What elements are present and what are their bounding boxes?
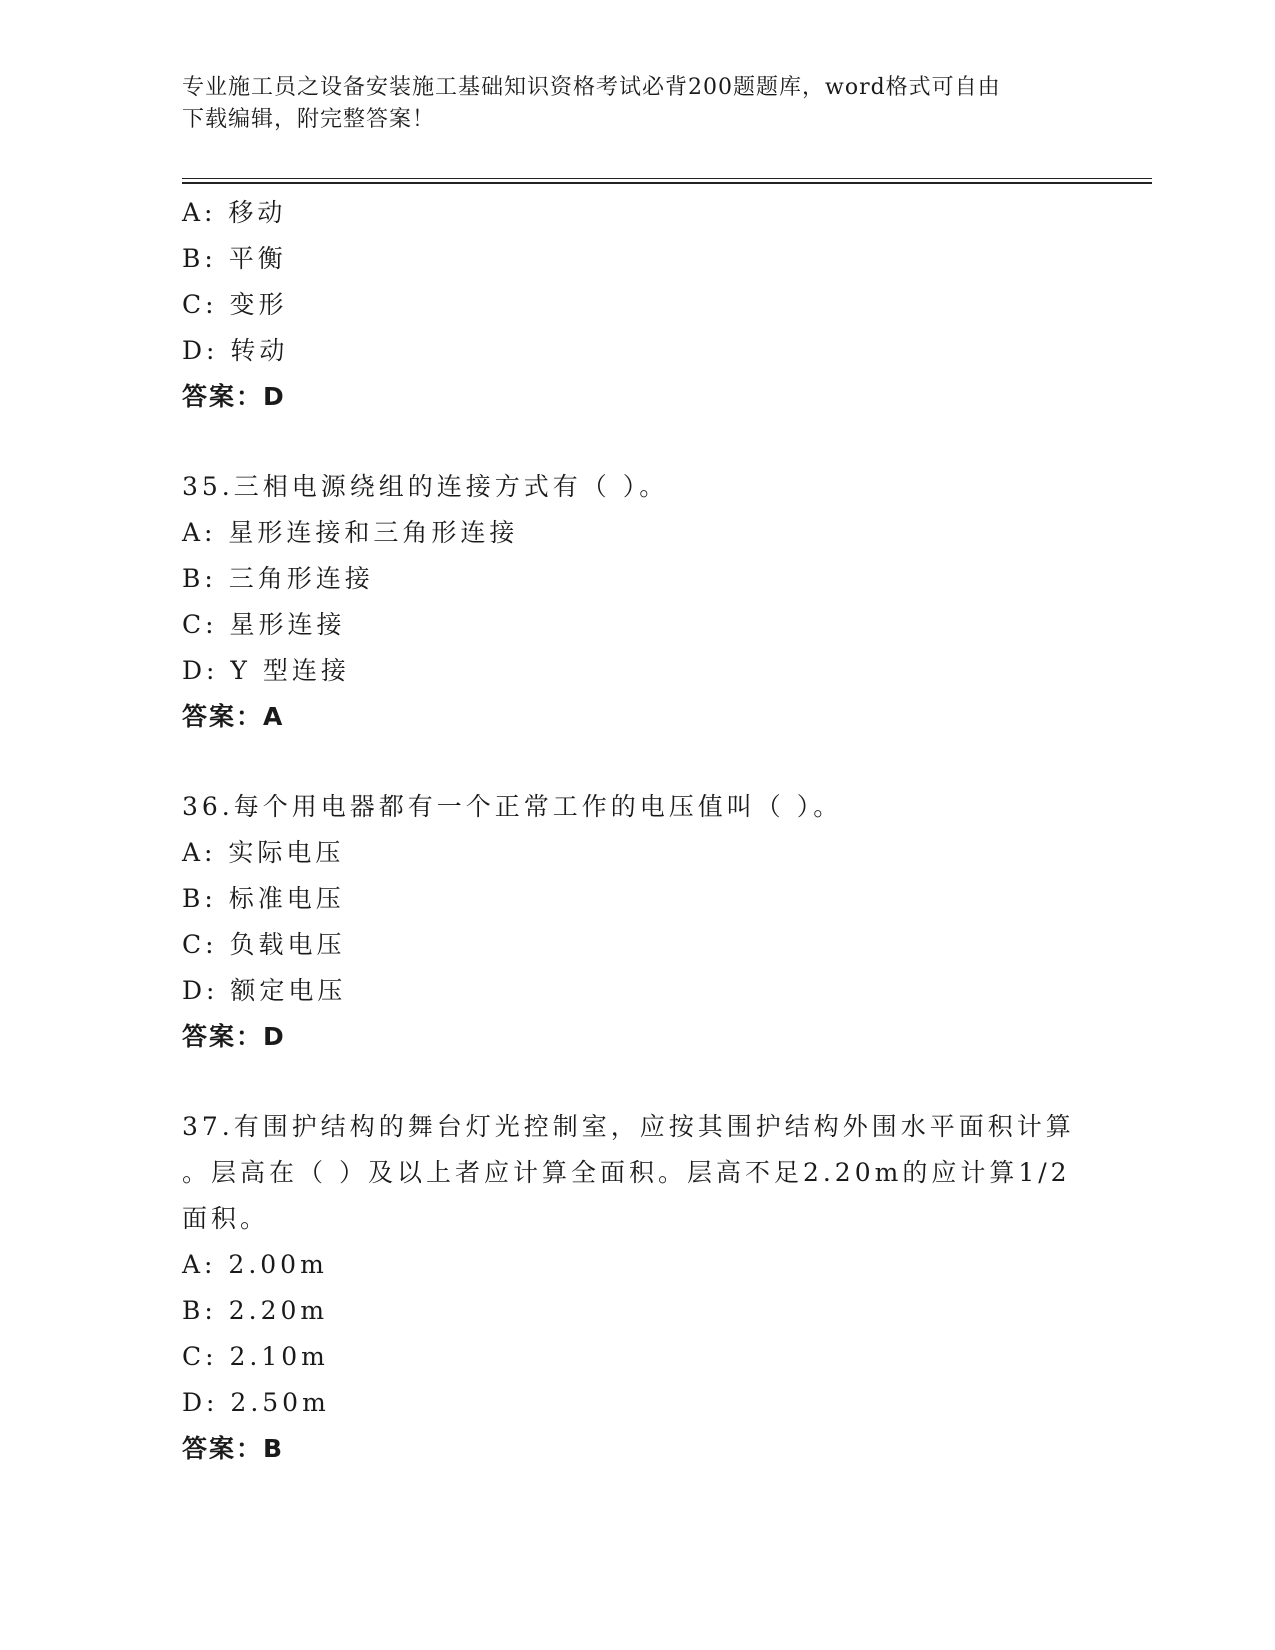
question-text-line-3: 面积。 [182, 1204, 270, 1233]
option-a: A: 移动 [182, 198, 287, 227]
question-text: 35.三相电源绕组的连接方式有（ ）。 [182, 472, 669, 501]
option-c: C: 变形 [182, 290, 288, 319]
header-line-1: 专业施工员之设备安装施工基础知识资格考试必背200题题库，word格式可自由 [182, 75, 1001, 100]
option-c: C: 负载电压 [182, 930, 346, 959]
answer-line: 答案：A [182, 702, 285, 731]
option-a: A: 2.00m [182, 1250, 328, 1279]
question-text-line-2: 。层高在（ ）及以上者应计算全面积。层高不足2.20m的应计算1/2 [182, 1158, 1071, 1187]
question-block-35 [182, 464, 1082, 740]
option-d: D: 2.50m [182, 1388, 330, 1417]
option-d: D: 转动 [182, 336, 289, 365]
option-b: B: 平衡 [182, 244, 287, 273]
question-block-36 [182, 784, 1082, 1060]
question-block-34 [182, 190, 1082, 420]
question-list [182, 190, 1082, 1472]
option-c: C: 2.10m [182, 1342, 329, 1371]
answer-line: 答案：D [182, 1022, 286, 1051]
option-b: B: 标准电压 [182, 884, 345, 913]
answer-line: 答案：D [182, 382, 286, 411]
option-d: D: 额定电压 [182, 976, 347, 1005]
question-text-line-1: 37.有围护结构的舞台灯光控制室，应按其围护结构外围水平面积计算 [182, 1112, 1075, 1141]
document-header [182, 72, 1082, 136]
option-c: C: 星形连接 [182, 610, 346, 639]
header-divider-thin [182, 178, 1152, 179]
question-block-37 [182, 1104, 1082, 1472]
option-b: B: 2.20m [182, 1296, 329, 1325]
option-d: D: Y 型连接 [182, 656, 350, 685]
answer-line: 答案：B [182, 1434, 285, 1463]
option-a: A: 星形连接和三角形连接 [182, 518, 519, 547]
header-line-2: 下载编辑，附完整答案！ [182, 107, 436, 132]
question-text: 36.每个用电器都有一个正常工作的电压值叫（ ）。 [182, 792, 843, 821]
header-divider-thick [182, 182, 1152, 184]
option-b: B: 三角形连接 [182, 564, 374, 593]
option-a: A: 实际电压 [182, 838, 345, 867]
